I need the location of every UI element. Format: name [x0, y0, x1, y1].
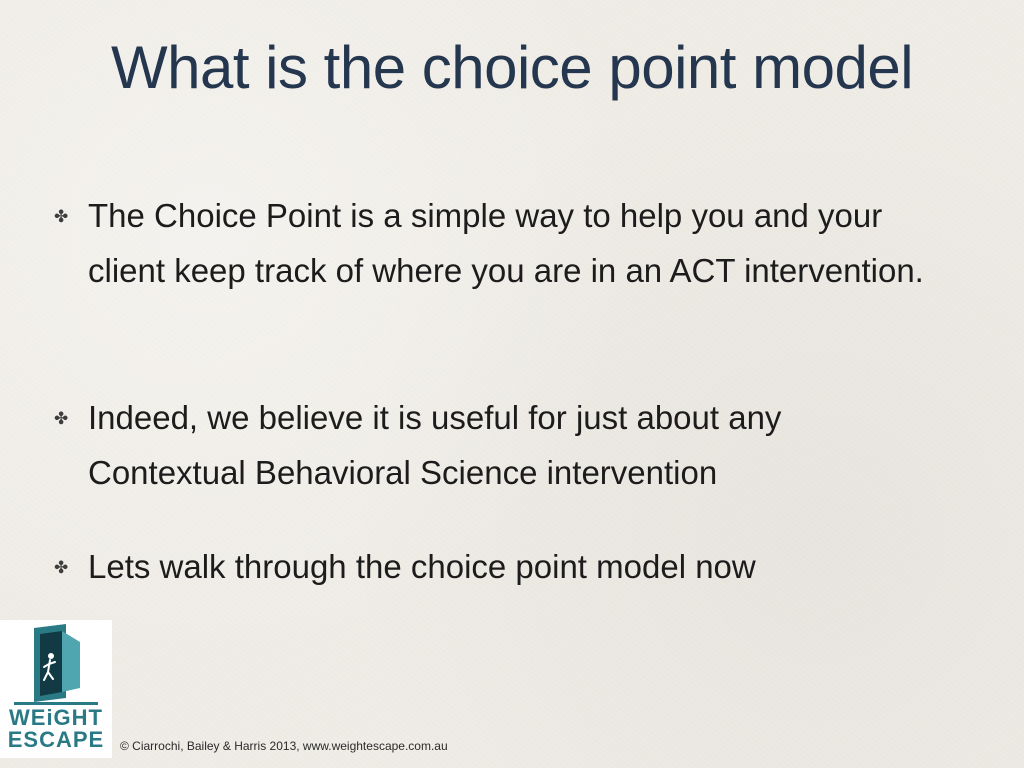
bullet-item — [54, 188, 934, 298]
bullet-item — [54, 390, 934, 500]
bullet-text: The Choice Point is a simple way to help you and your client keep track of where you are in an ACT intervention. — [88, 197, 924, 289]
weight-escape-logo — [0, 620, 112, 758]
bullet-text: Indeed, we believe it is useful for just about any Contextual Behavioral Science intervention — [88, 399, 782, 491]
logo-word-escape: ESCAPE — [7, 727, 105, 752]
bullet-text: Lets walk through the choice point model now — [88, 548, 756, 585]
bullet-flower-icon: ✤ — [54, 558, 69, 578]
door-escape-icon — [0, 620, 112, 708]
bullet-item — [54, 539, 934, 594]
slide-title: What is the choice point model — [110, 34, 914, 101]
bullet-flower-icon: ✤ — [54, 207, 69, 227]
bullet-flower-icon: ✤ — [54, 409, 69, 429]
logo-word-weight: WEiGHT — [9, 705, 103, 730]
copyright-footer: © Ciarrochi, Bailey & Harris 2013, www.weightescape.com.au — [120, 739, 448, 753]
